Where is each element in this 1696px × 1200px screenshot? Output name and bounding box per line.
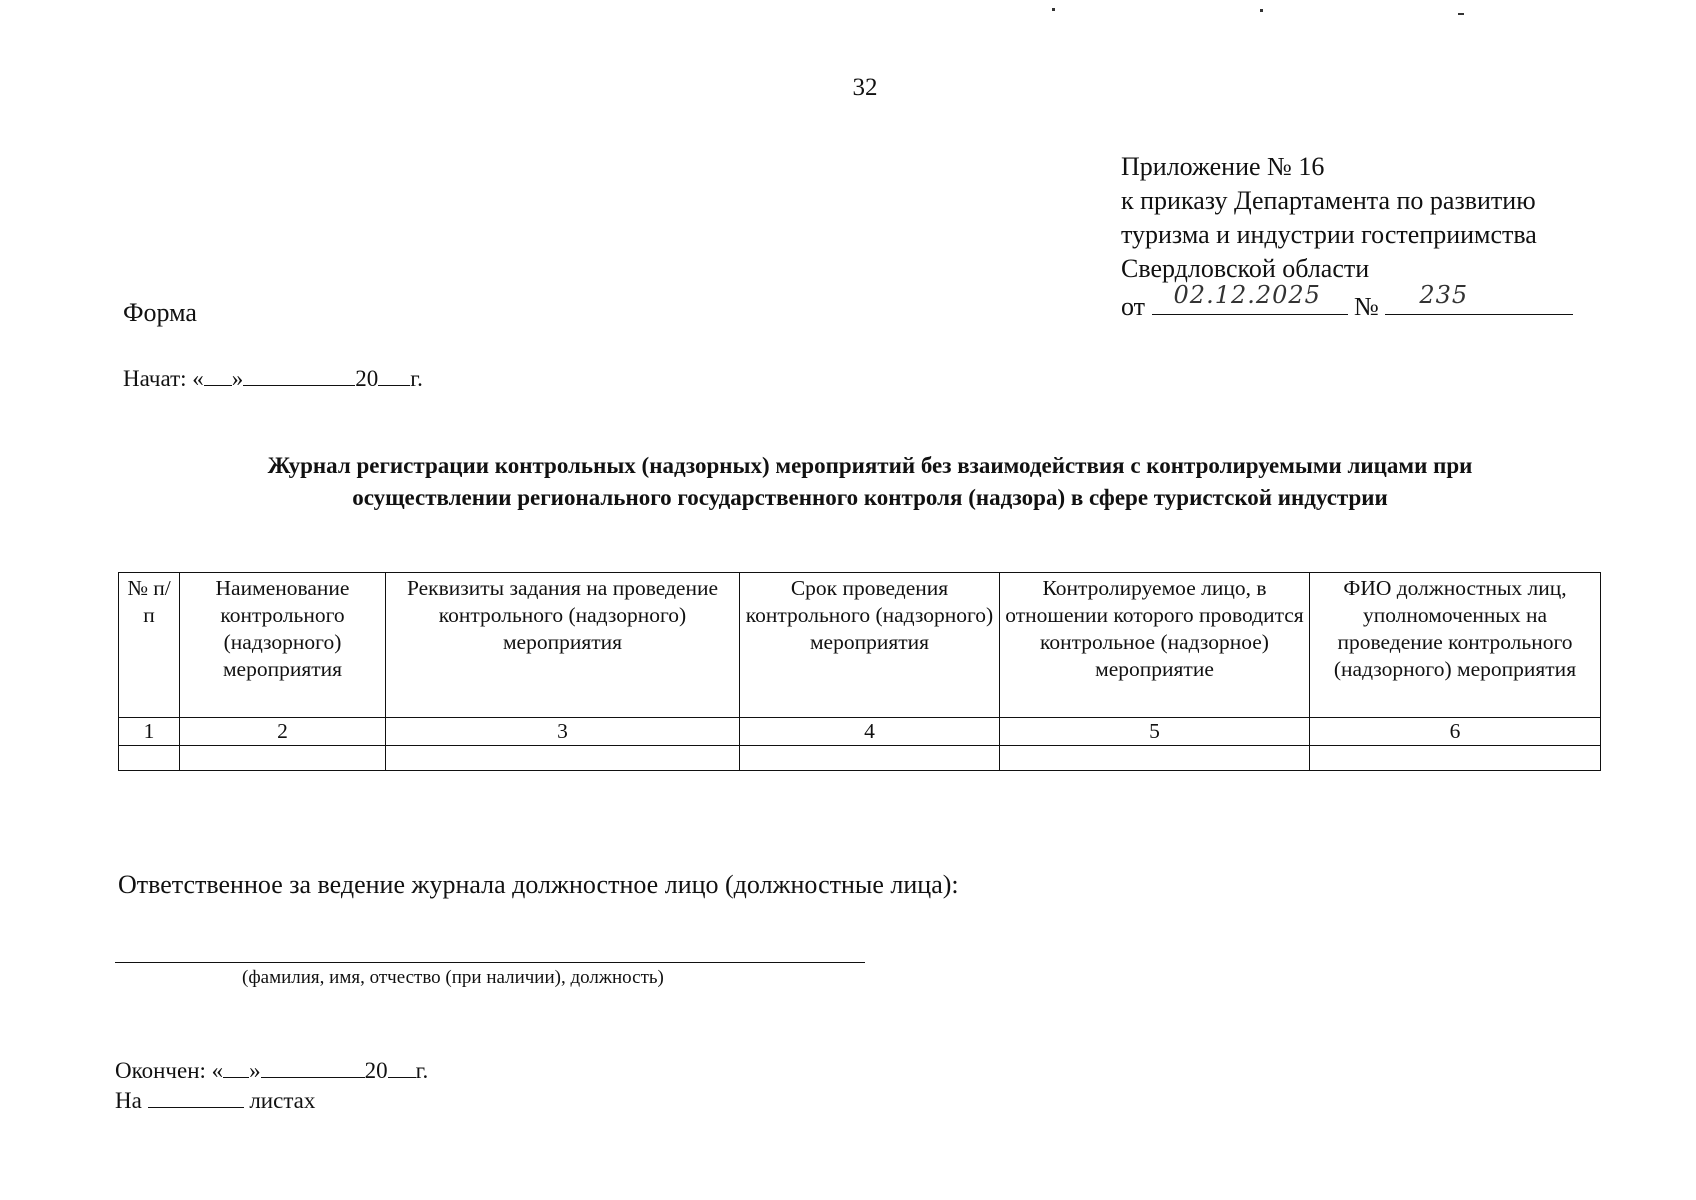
started-date-line <box>123 365 423 392</box>
year-prefix: 20 <box>355 366 379 391</box>
sheets-prefix: На <box>115 1088 142 1113</box>
empty-cell <box>180 746 386 771</box>
column-number: 1 <box>119 718 180 746</box>
header-cell: Наименование контрольного (надзорного) мероприятия <box>180 573 386 718</box>
year-blank <box>378 365 410 386</box>
sheets-line <box>115 1087 315 1114</box>
column-number: 5 <box>1000 718 1310 746</box>
handwritten-number: 235 <box>1419 281 1469 309</box>
empty-cell <box>1000 746 1310 771</box>
signature-caption: (фамилия, имя, отчество (при наличии), должность) <box>242 967 664 988</box>
column-number-row <box>119 718 1601 746</box>
column-number: 6 <box>1310 718 1601 746</box>
empty-cell <box>119 746 180 771</box>
sheets-blank <box>148 1087 244 1108</box>
header-cell: Срок проведения контрольного (надзорного) мероприятия <box>740 573 1000 718</box>
appendix-block <box>1121 150 1573 324</box>
title-line-1: Журнал регистрации контрольных (надзорных) мероприятий без взаимодействия с контролируемыми лицами при <box>267 453 1473 478</box>
signature-line <box>115 962 865 963</box>
empty-cell <box>740 746 1000 771</box>
number-label: № <box>1354 292 1379 321</box>
document-title <box>150 450 1590 514</box>
scan-speck <box>1458 13 1464 15</box>
year-prefix: 20 <box>364 1058 388 1083</box>
appendix-region-line: Свердловской области <box>1121 254 1370 283</box>
appendix-department-line: туризма и индустрии гостеприимства <box>1121 220 1537 249</box>
scan-speck <box>1052 8 1055 11</box>
scan-speck <box>1260 9 1263 12</box>
page-number: 32 <box>852 74 878 101</box>
year-suffix: г. <box>415 1058 429 1083</box>
number-field <box>1385 281 1573 315</box>
month-blank <box>243 365 355 386</box>
day-blank <box>204 365 232 386</box>
appendix-title: Приложение № 16 <box>1121 152 1325 181</box>
empty-cell <box>386 746 740 771</box>
form-label: Форма <box>123 298 197 327</box>
sheets-suffix: листах <box>249 1088 316 1113</box>
handwritten-date: 02.12.2025 <box>1173 281 1321 309</box>
table-row <box>119 746 1601 771</box>
header-cell: ФИО должностных лиц, уполномоченных на проведение контрольного (надзорного) мероприятия <box>1310 573 1601 718</box>
table-header-row <box>119 573 1601 718</box>
from-label: от <box>1121 292 1146 321</box>
date-field <box>1152 281 1348 315</box>
column-number: 4 <box>740 718 1000 746</box>
column-number: 3 <box>386 718 740 746</box>
year-blank <box>388 1057 416 1078</box>
responsible-label: Ответственное за ведение журнала должностное лицо (должностные лица): <box>118 870 959 899</box>
quote-close: » <box>249 1058 261 1083</box>
column-number: 2 <box>180 718 386 746</box>
day-blank <box>223 1057 249 1078</box>
ended-label: Окончен: « <box>115 1058 224 1083</box>
header-cell: Реквизиты задания на проведение контрольного (надзорного) мероприятия <box>386 573 740 718</box>
header-cell: № п/п <box>119 573 180 718</box>
month-blank <box>261 1057 365 1078</box>
journal-table <box>118 572 1601 771</box>
started-label: Начат: « <box>123 366 204 391</box>
empty-cell <box>1310 746 1601 771</box>
ended-date-line <box>115 1057 428 1084</box>
header-cell: Контролируемое лицо, в отношении которого проводится контрольное (надзорное) мероприятие <box>1000 573 1310 718</box>
title-line-2: осуществлении регионального государственного контроля (надзора) в сфере туристской индустрии <box>352 485 1388 510</box>
appendix-date-number-line <box>1121 281 1573 324</box>
quote-close: » <box>231 366 244 391</box>
year-suffix: г. <box>410 366 423 391</box>
appendix-order-line: к приказу Департамента по развитию <box>1121 186 1536 215</box>
